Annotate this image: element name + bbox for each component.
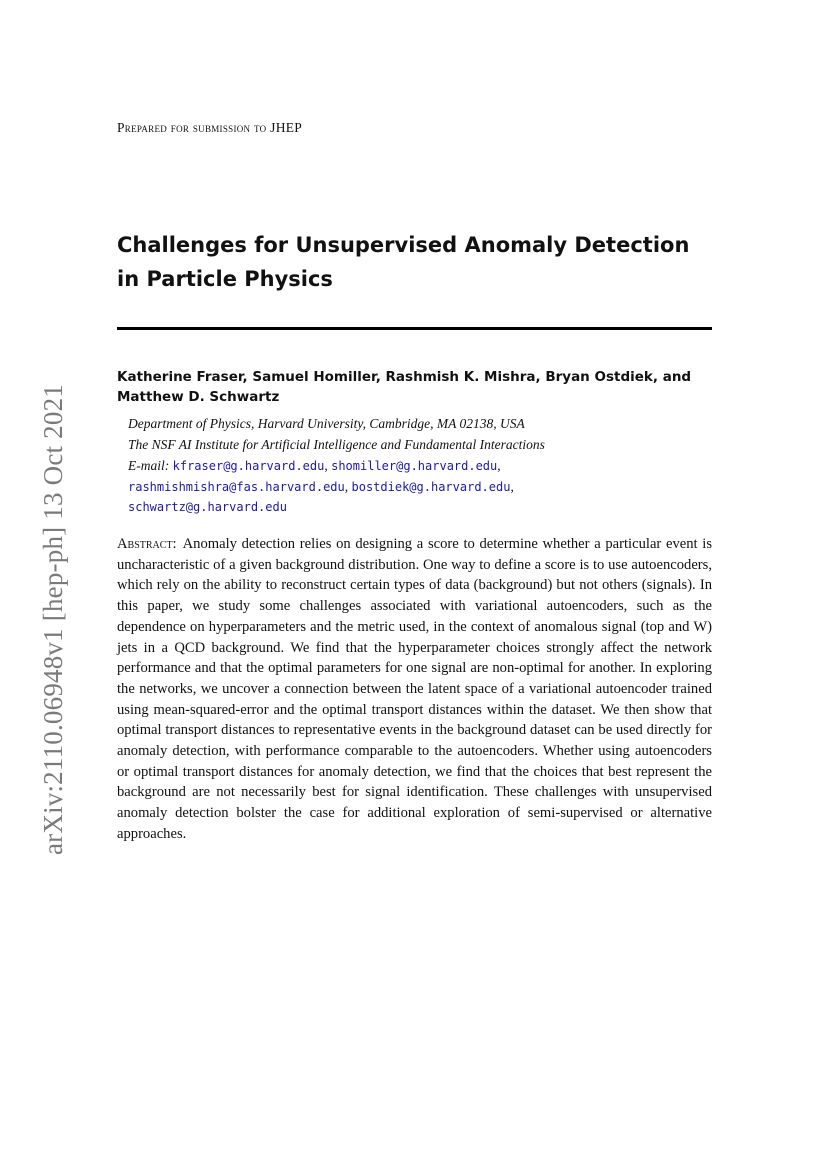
title-rule: [117, 327, 712, 330]
email-label: E-mail:: [128, 458, 170, 473]
journal-note: Prepared for submission to JHEP: [117, 120, 303, 135]
abstract-label: Abstract:: [117, 536, 177, 552]
abstract: [117, 534, 712, 845]
email-link[interactable]: schwartz@g.harvard.edu: [128, 500, 287, 514]
author-line-2: Matthew D. Schwartz: [117, 389, 280, 405]
email-block: E-mail: kfraser@g.harvard.edu, shomiller@g.harvard.edu, rashmishmishra@fas.harvard.edu, bostdiek@g.harvard.edu, schwartz@g.harvard.edu: [128, 458, 514, 514]
email-link[interactable]: shomiller@g.harvard.edu: [331, 459, 498, 473]
email-link[interactable]: rashmishmishra@fas.harvard.edu: [128, 479, 345, 494]
abstract-text: Anomaly detection relies on designing a score to determine whether a particular event is uncharacteristic of a given background distribution. One way to define a score is to use autoencoders, which rely on the ability to reconstruct certain types of data (background) but not others (signals). In this paper, we study some challenges associated with variational autoencoders, such as the dependence on hyperparameters and the metric used, in the context of anomalous signal (top and W) jets in a QCD background. We find that the hyperparameter choices strongly affect the network performance and that the optimal parameters for one signal are non-optimal for another. In exploring the networks, we uncover a connection between the latent space of a variational autoencoder trained using mean-squared-error and the optimal transport distances within the dataset. We then show that optimal transport distances to representative events in the background dataset can be used directly for anomaly detection, with performance comparable to the autoencoders. Whether using autoencoders or optimal transport distances for anomaly detection, we find that the choices that best represent the background are not necessarily best for signal identification. These challenges with unsupervised anomaly detection bolster the case for additional exploration of semi-supervised or alternative approaches.: [117, 536, 712, 842]
author-list: [117, 367, 717, 407]
author-line-1: Katherine Fraser, Samuel Homiller, Rashmish K. Mishra, Bryan Ostdiek, and: [117, 369, 692, 385]
affiliation-1: Department of Physics, Harvard University, Cambridge, MA 02138, USA: [128, 416, 525, 431]
email-link[interactable]: bostdiek@g.harvard.edu: [351, 479, 511, 494]
paper-title: Challenges for Unsupervised Anomaly Detection in Particle Physics: [117, 233, 690, 291]
affiliations: [128, 413, 545, 455]
email-link[interactable]: kfraser@g.harvard.edu: [172, 459, 325, 473]
affiliation-2: The NSF AI Institute for Artificial Intelligence and Fundamental Interactions: [128, 437, 545, 452]
arxiv-stamp: arXiv:2110.06948v1 [hep-ph] 13 Oct 2021: [38, 384, 68, 855]
